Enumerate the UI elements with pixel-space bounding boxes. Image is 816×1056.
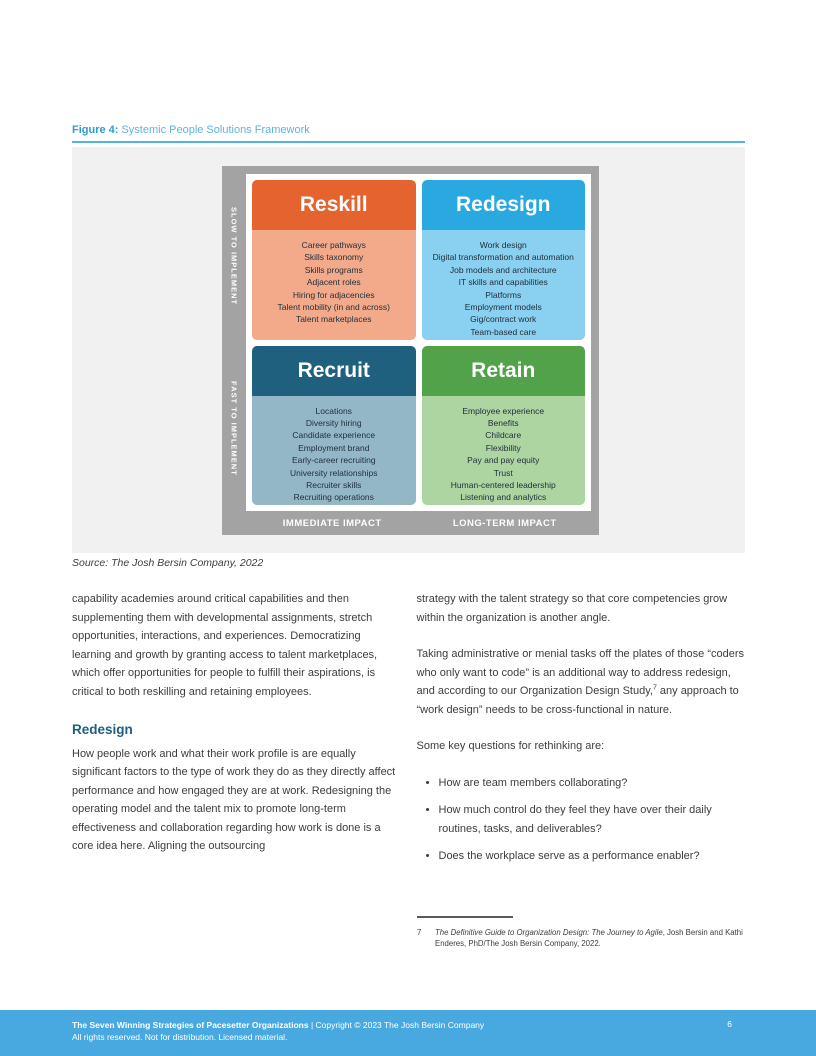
list-item: Talent marketplaces	[295, 314, 372, 325]
bullet-item: • How are team members collaborating?	[439, 774, 746, 793]
figure-panel	[72, 147, 745, 553]
quadrant-recruit-header	[252, 346, 416, 396]
list-item: Job models and architecture	[449, 264, 557, 275]
paragraph-text: Taking administrative or menial tasks off the plates of those “coders who only want to code” is an additional way to address redesign, and according to our Organization Design Study,	[416, 648, 745, 697]
footnote-block	[417, 916, 745, 949]
quadrant-reskill	[252, 180, 416, 340]
list-item: Hiring for adjacencies	[292, 289, 375, 300]
quadrant-redesign-items	[422, 230, 586, 340]
body-columns	[72, 590, 745, 875]
paragraph	[417, 645, 746, 719]
quadrant-recruit-title: Recruit	[297, 358, 370, 382]
list-item: Locations	[315, 405, 352, 416]
matrix-quadrants	[246, 174, 591, 511]
list-item: Work design	[479, 240, 527, 250]
figure-source: Source: The Josh Bersin Company, 2022	[72, 557, 264, 569]
page-number: 6	[727, 1019, 732, 1029]
list-item: Flexibility	[485, 442, 521, 453]
footnote-title: The Definitive Guide to Organization Design: The Journey to Agile	[435, 928, 663, 937]
quadrant-reskill-items	[252, 230, 416, 340]
footer-report-title: The Seven Winning Strategies of Pacesetter Organizations	[72, 1020, 309, 1030]
list-item: Adjacent roles	[306, 277, 361, 288]
list-item: Skills taxonomy	[304, 252, 364, 263]
axis-label-immediate-impact: IMMEDIATE IMPACT	[282, 517, 382, 529]
list-item: Childcare	[485, 430, 522, 441]
list-item: Skills programs	[304, 264, 363, 275]
bullet-item: • How much control do they feel they have over their daily routines, tasks, and deliverables?	[439, 801, 746, 838]
list-item: Early-career recruiting	[291, 455, 376, 466]
list-item: Benefits	[487, 417, 519, 428]
footnote-number: 7	[417, 928, 422, 937]
page-footer	[0, 1010, 816, 1056]
matrix-diagram	[222, 166, 599, 535]
quadrant-retain-items	[422, 396, 586, 506]
footer-line-1	[72, 1019, 744, 1031]
axis-label-fast-to-implement: FAST TO IMPLEMENT	[229, 381, 239, 476]
list-item: Employment models	[464, 302, 542, 313]
footnote-text	[435, 928, 745, 949]
quadrant-recruit-items	[252, 396, 416, 506]
quadrant-redesign-header	[422, 180, 586, 230]
bullet-list	[417, 774, 746, 866]
list-item: Platforms	[485, 289, 522, 300]
footnote-divider	[417, 916, 513, 918]
footnote	[417, 928, 745, 949]
bullet-item: • Does the workplace serve as a performance enabler?	[439, 847, 746, 866]
quadrant-reskill-title: Reskill	[299, 193, 368, 216]
quadrant-retain-header	[422, 346, 586, 396]
quadrant-retain-title: Retain	[471, 358, 536, 382]
axis-label-slow-to-implement: SLOW TO IMPLEMENT	[229, 207, 239, 306]
list-item: Talent mobility (in and across)	[277, 302, 390, 313]
figure-label: Figure 4:	[72, 124, 119, 136]
list-item: University relationships	[290, 467, 378, 478]
paragraph: Some key questions for rethinking are:	[416, 740, 605, 752]
figure-caption	[72, 124, 310, 136]
paragraph: strategy with the talent strategy so that core competencies grow within the organization is another angle.	[416, 593, 728, 624]
list-item: Human-centered leadership	[450, 479, 556, 490]
list-item: Listening and analytics	[460, 492, 547, 503]
paragraph-text: any approach to “work design” needs to be cross-functional in nature.	[416, 685, 739, 716]
figure-title: Systemic People Solutions Framework	[121, 124, 310, 136]
section-heading-redesign: Redesign	[72, 722, 133, 737]
list-item: Pay and pay equity	[467, 455, 540, 466]
list-item: Career pathways	[301, 240, 366, 250]
x-axis-labels	[246, 511, 591, 535]
list-item: Gig/contract work	[470, 314, 537, 325]
list-item: Recruiter skills	[306, 479, 362, 490]
figure-divider	[72, 141, 745, 143]
quadrant-redesign-title: Redesign	[455, 193, 551, 216]
quadrant-reskill-header	[252, 180, 416, 230]
list-item: Digital transformation and automation	[432, 252, 574, 263]
list-item: Candidate experience	[292, 430, 376, 441]
list-item: Diversity hiring	[305, 417, 362, 428]
list-item: Employment brand	[298, 442, 370, 453]
quadrant-retain	[422, 346, 586, 506]
quadrant-recruit	[252, 346, 416, 506]
axis-label-long-term-impact: LONG-TERM IMPACT	[452, 517, 557, 529]
list-item: Trust	[493, 467, 513, 478]
right-column	[417, 590, 746, 875]
paragraph: How people work and what their work profile is are equally significant factors to the type of work they do as they directly affect performance and how engaged they are at work. Redesigning the operating model and the talent mix to promote long-term effectiveness and collaboration regarding how work is done is a core idea here. Aligning the outsourcing	[72, 747, 396, 852]
list-item: IT skills and capabilities	[458, 277, 548, 288]
left-column	[72, 590, 401, 875]
list-item: Team-based care	[470, 326, 537, 337]
footnote-reference: 7	[652, 684, 657, 692]
list-item: Recruiting operations	[293, 492, 374, 503]
paragraph: capability academies around critical capabilities and then supplementing them with developmental assignments, stretch opportunities, interactions, and experiences. Democratizing learning and growth by granting access to talent marketplaces, which offer opportunities for people to fulfill their aspirations, is critical to both reskilling and retaining employees.	[72, 593, 378, 698]
list-item: Employee experience	[462, 405, 545, 416]
footer-copyright: | Copyright © 2023 The Josh Bersin Company	[308, 1020, 485, 1030]
footnote-rest: , Josh Bersin and Kathi Enderes, PhD/The Josh Bersin Company, 2022.	[435, 928, 743, 948]
quadrant-redesign	[422, 180, 586, 340]
footer-line-2: All rights reserved. Not for distribution. Licensed material.	[72, 1032, 288, 1042]
